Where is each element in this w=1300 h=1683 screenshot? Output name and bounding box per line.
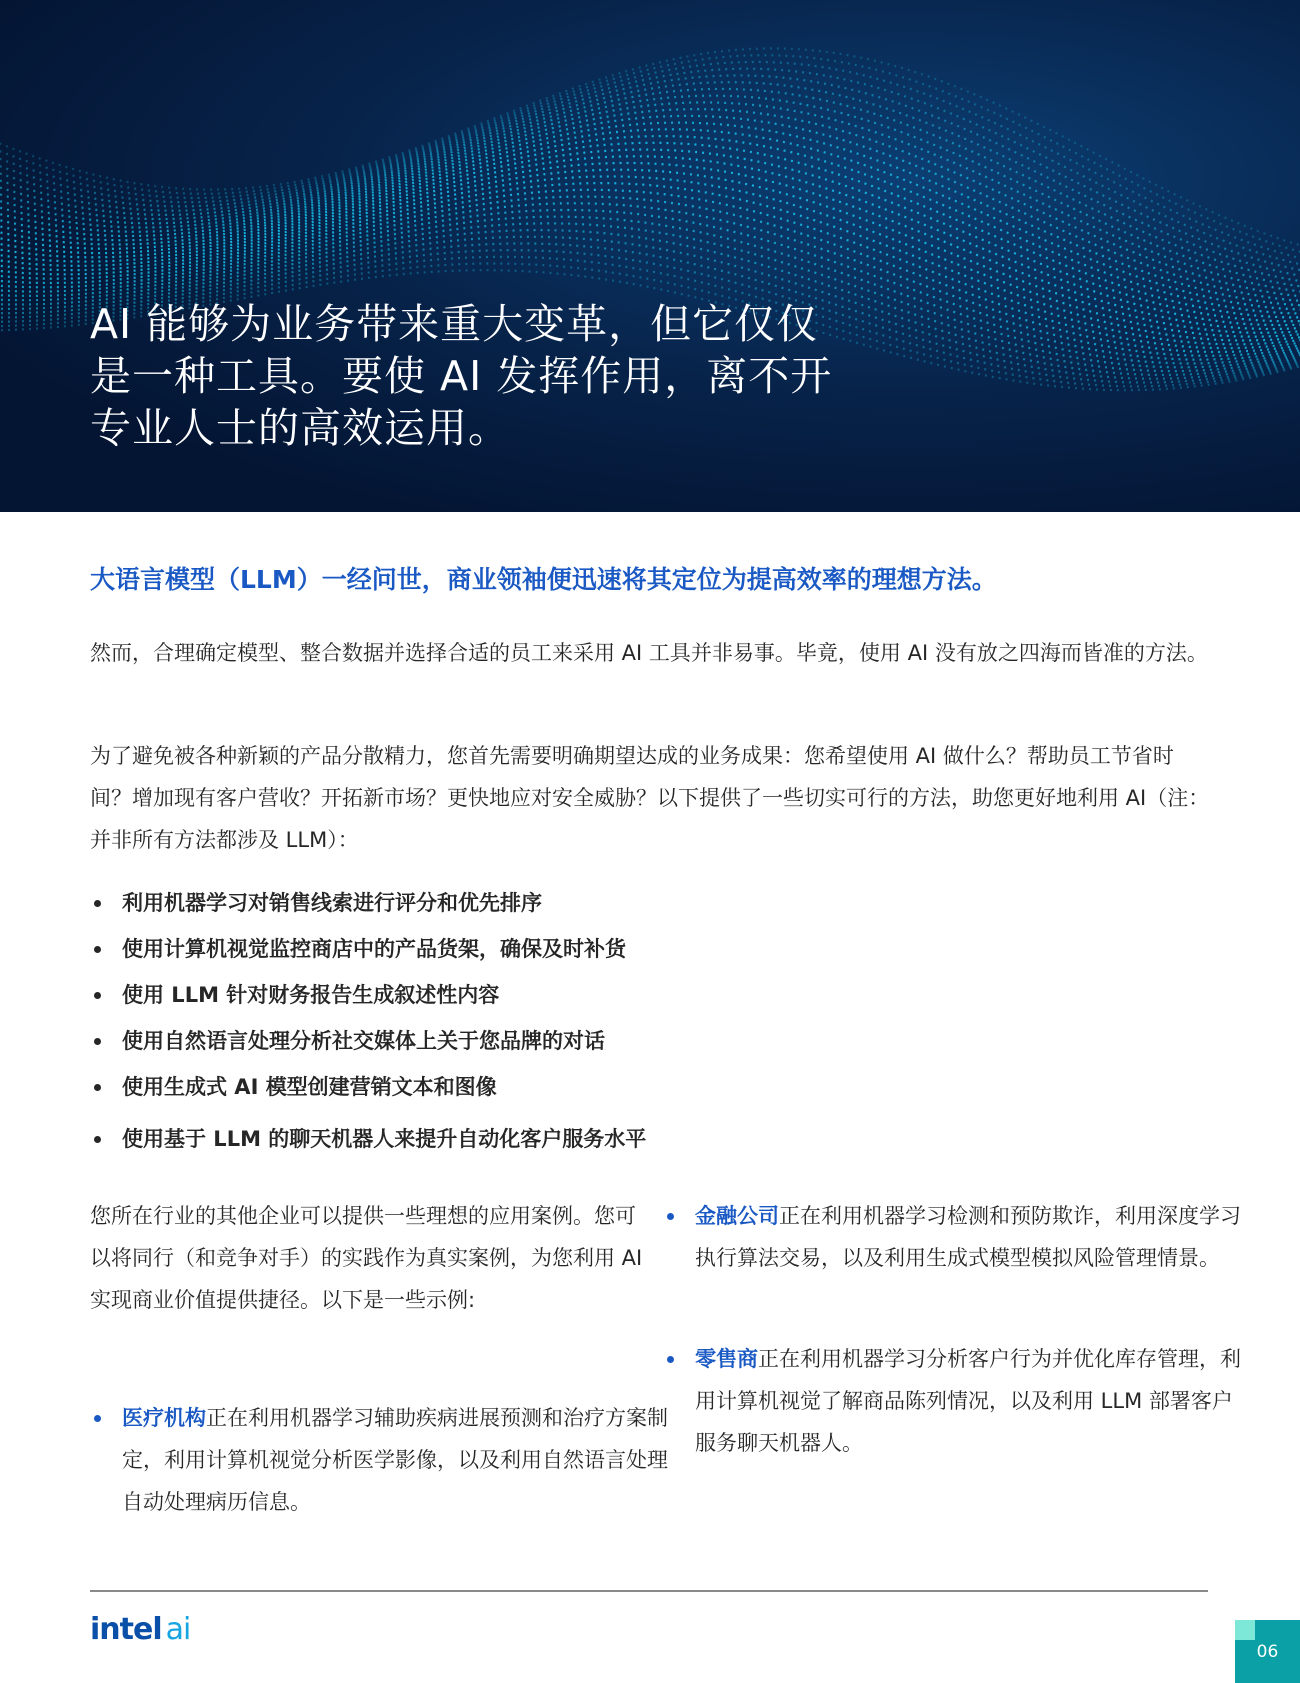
list-item-text: 利用机器学习对销售线索进行评分和优先排序 bbox=[122, 891, 542, 915]
wave-row bbox=[0, 129, 1300, 309]
list-item bbox=[90, 1121, 1190, 1167]
list-item-text: 使用计算机视觉监控商店中的产品货架，确保及时补货 bbox=[122, 937, 626, 961]
bullet-icon bbox=[94, 1084, 101, 1091]
hero-title-line-2: 是一种工具。要使 AI 发挥作用，离不开 bbox=[90, 352, 833, 400]
hero-title-line-1: AI 能够为业务带来重大变革，但它仅仅 bbox=[90, 300, 819, 348]
case-retail bbox=[663, 1338, 1250, 1464]
list-item-text: 使用自然语言处理分析社交媒体上关于您品牌的对话 bbox=[122, 1029, 605, 1053]
case-text: 正在利用机器学习辅助疾病进展预测和治疗方案制定，利用计算机视觉分析医学影像，以及利用自然语言处理自动处理病历信息。 bbox=[122, 1406, 668, 1514]
list-item bbox=[90, 977, 1190, 1023]
list-item bbox=[90, 931, 1190, 977]
bullet-icon bbox=[94, 992, 101, 999]
goals-paragraph: 为了避免被各种新颖的产品分散精力，您首先需要明确期望达成的业务成果：您希望使用 AI 做什么？帮助员工节省时间？增加现有客户营收？开拓新市场？更快地应对安全威胁？以下提供了一些切实可行的方法，助您更好地利用 AI（注：并非所有方法都涉及 LLM）： bbox=[90, 744, 1210, 852]
bullet-icon bbox=[94, 1038, 101, 1045]
list-item-text: 使用 LLM 针对财务报告生成叙述性内容 bbox=[122, 983, 500, 1007]
list-item bbox=[90, 1023, 1190, 1069]
case-finance bbox=[663, 1195, 1250, 1279]
case-label: 金融公司 bbox=[695, 1204, 779, 1228]
page-number-tab bbox=[1235, 1620, 1300, 1683]
wave-row bbox=[0, 116, 1300, 302]
case-text: 正在利用机器学习分析客户行为并优化库存管理，利用计算机视觉了解商品陈列情况，以及利用 LLM 部署客户服务聊天机器人。 bbox=[695, 1347, 1241, 1455]
case-text: 正在利用机器学习检测和预防欺诈，利用深度学习执行算法交易，以及利用生成式模型模拟风险管理情景。 bbox=[695, 1204, 1241, 1270]
case-healthcare bbox=[90, 1397, 670, 1523]
wave-row bbox=[0, 143, 1300, 318]
wave-row bbox=[0, 62, 1300, 263]
list-item bbox=[90, 885, 1190, 931]
wave-row bbox=[0, 75, 1300, 273]
wave-row bbox=[0, 102, 1300, 293]
logo-main: intel bbox=[90, 1612, 162, 1647]
list-item-text: 使用基于 LLM 的聊天机器人来提升自动化客户服务水平 bbox=[122, 1127, 647, 1151]
wave-row bbox=[0, 150, 1300, 322]
hero-title bbox=[90, 298, 890, 454]
intel-ai-logo bbox=[90, 1612, 190, 1647]
list-item bbox=[90, 1069, 1190, 1115]
wave-row bbox=[0, 69, 1300, 269]
tab-corner-accent bbox=[1235, 1620, 1255, 1640]
bullet-icon bbox=[667, 1356, 674, 1363]
bullet-icon bbox=[94, 946, 101, 953]
lead-heading: 大语言模型（LLM）一经问世，商业领袖便迅速将其定位为提高效率的理想方法。 bbox=[90, 565, 997, 594]
hero-banner bbox=[0, 0, 1300, 512]
hero-title-line-3: 专业人士的高效运用。 bbox=[90, 404, 510, 452]
list-item-text: 使用生成式 AI 模型创建营销文本和图像 bbox=[122, 1075, 497, 1099]
case-label: 医疗机构 bbox=[122, 1406, 206, 1430]
cases-intro: 您所在行业的其他企业可以提供一些理想的应用案例。您可以将同行（和竞争对手）的实践作为真实案例，为您利用 AI 实现商业价值提供捷径。以下是一些示例: bbox=[90, 1204, 643, 1312]
method-list bbox=[90, 885, 1190, 1167]
logo-sub: ai bbox=[165, 1612, 191, 1647]
case-label: 零售商 bbox=[695, 1347, 758, 1371]
bullet-icon bbox=[667, 1213, 674, 1220]
footer-divider bbox=[90, 1590, 1208, 1592]
intro-paragraph: 然而，合理确定模型、整合数据并选择合适的员工来采用 AI 工具并非易事。毕竟，使用 AI 没有放之四海而皆准的方法。 bbox=[90, 641, 1208, 665]
bullet-icon bbox=[94, 1136, 101, 1143]
bullet-icon bbox=[94, 900, 101, 907]
page-number: 06 bbox=[1256, 1642, 1279, 1662]
bullet-icon bbox=[94, 1415, 101, 1422]
wave-row bbox=[0, 55, 1300, 257]
wave-row bbox=[0, 109, 1300, 298]
